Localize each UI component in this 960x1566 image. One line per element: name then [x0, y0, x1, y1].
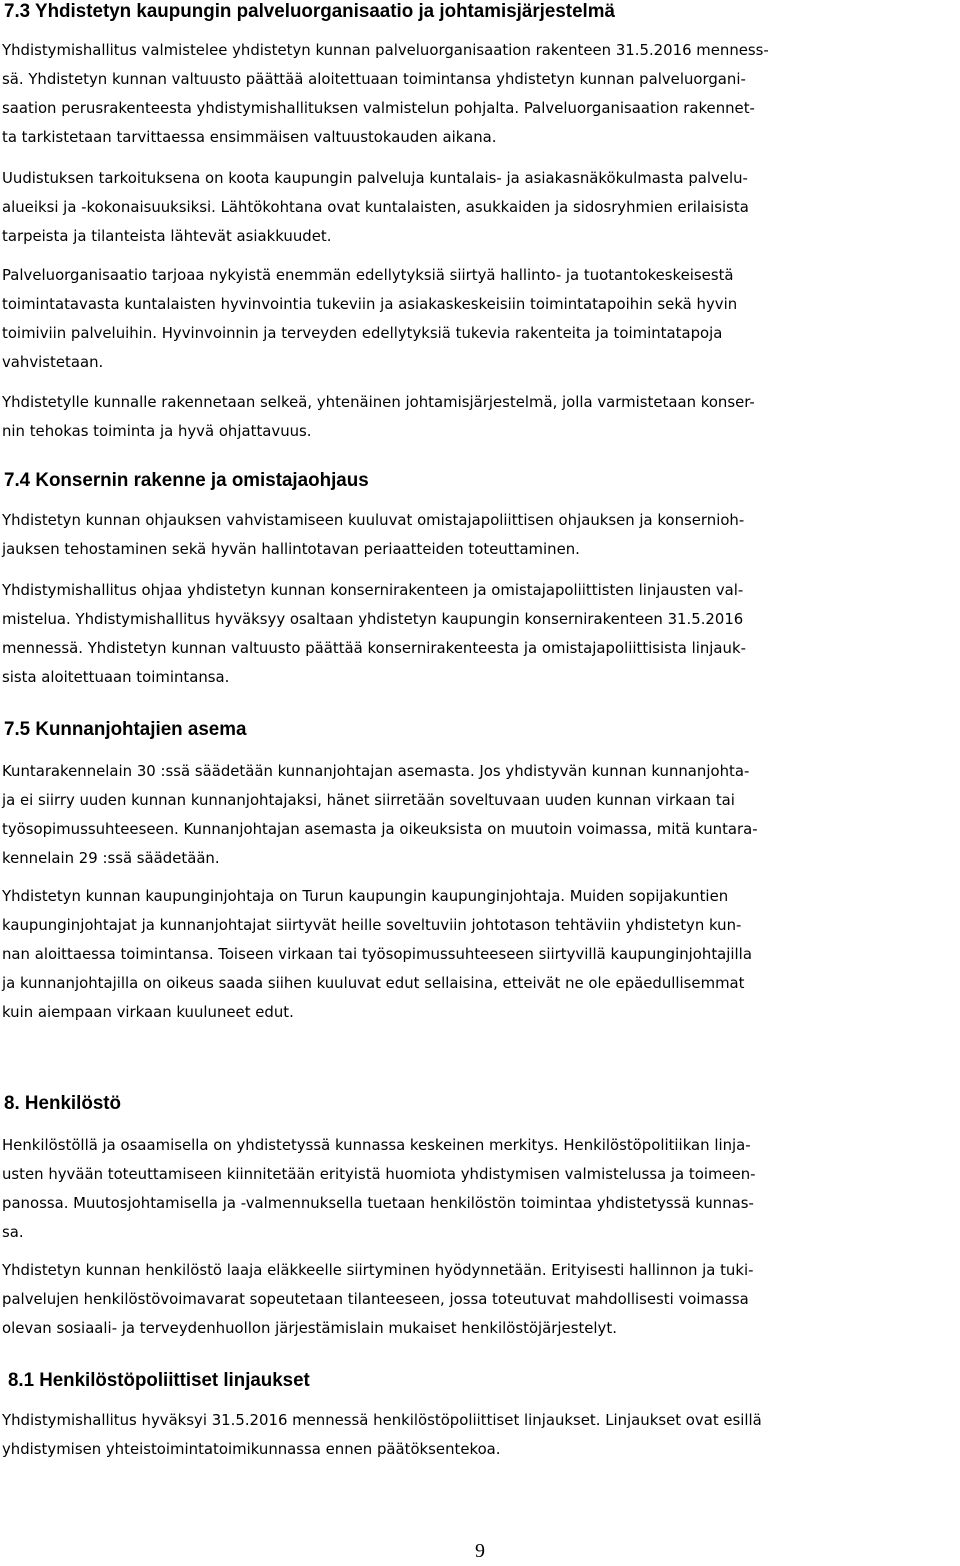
paragraph-municipal-manager-law [2, 757, 960, 873]
section-heading-7-3 [4, 0, 954, 24]
text-line: toimiviin palveluihin. Hyvinvoinnin ja terveyden edellytyksiä tukevia rakenteita ja toimintatapoja [2, 324, 723, 342]
text-line: ja kunnanjohtajilla on oikeus saada siihen kuuluvat edut sellaisina, etteivät ne ole epäedullisemmat [2, 974, 745, 992]
text-line: Palveluorganisaatio tarjoaa nykyistä enemmän edellytyksiä siirtyä hallinto- ja tuotantokeskeisestä [2, 266, 734, 284]
text-line: sista aloitettuaan toimintansa. [2, 668, 230, 686]
text-line: usten hyvään toteuttamiseen kiinnitetään erityistä huomiota yhdistymisen valmistelussa ja toimeen- [2, 1165, 756, 1183]
text-line: tarpeista ja tilanteista lähtevät asiakkuudet. [2, 227, 332, 245]
paragraph-retirement [2, 1256, 960, 1343]
section-heading-8-1 [8, 1369, 954, 1393]
text-line: Yhdistetyn kunnan henkilöstö laaja eläkkeelle siirtyminen hyödynnetään. Erityisesti hallinnon ja tuki- [2, 1261, 754, 1279]
text-line: Yhdistymishallitus ohjaa yhdistetyn kunnan konsernirakenteen ja omistajapoliittisten linjausten val- [2, 581, 744, 599]
text-line: vahvistetaan. [2, 353, 104, 371]
paragraph-group-structure [2, 576, 960, 692]
text-line: jauksen tehostaminen sekä hyvän hallintotavan periaatteiden toteuttaminen. [2, 540, 580, 558]
text-line: Yhdistetyn kunnan kaupunginjohtaja on Turun kaupungin kaupunginjohtaja. Muiden sopijakuntien [2, 887, 729, 905]
text-line: alueiksi ja -kokonaisuuksiksi. Lähtökohtana ovat kuntalaisten, asukkaiden ja sidosryhmien erilaisista [2, 198, 749, 216]
section-title: Yhdistetyn kaupungin palveluorganisaatio ja johtamisjärjestelmä [30, 1, 615, 22]
section-title: Henkilöstö [19, 1093, 122, 1114]
text-line: Yhdistetyn kunnan ohjauksen vahvistamiseen kuuluvat omistajapoliittisen ohjauksen ja konsernioh- [2, 511, 745, 529]
text-line: Uudistuksen tarkoituksena on koota kaupungin palveluja kuntalais- ja asiakasnäkökulmasta palvelu- [2, 169, 748, 187]
text-line: nan aloittaessa toimintansa. Toiseen virkaan tai työsopimussuhteeseen siirtyvillä kaupunginjohtajilla [2, 945, 752, 963]
paragraph-organisation [2, 36, 960, 152]
paragraph-personnel-policy [2, 1406, 960, 1464]
text-line: nin tehokas toiminta ja hyvä ohjattavuus. [2, 422, 312, 440]
text-line: kennelain 29 :ssä säädetään. [2, 849, 220, 867]
section-title: Henkilöstöpoliittiset linjaukset [34, 1370, 310, 1391]
paragraph-service-organisation [2, 261, 960, 377]
section-number: 7.5 [4, 719, 31, 740]
section-number: 8.1 [8, 1370, 35, 1391]
page-number: 9 [475, 1540, 485, 1562]
paragraph-personnel-importance [2, 1131, 960, 1247]
text-line: ta tarkistetaan tarvittaessa ensimmäisen valtuustokauden aikana. [2, 128, 497, 146]
paragraph-reform-purpose [2, 164, 960, 251]
section-number: 7.4 [4, 470, 31, 491]
section-title: Kunnanjohtajien asema [30, 719, 247, 740]
text-line: olevan sosiaali- ja terveydenhuollon järjestämislain mukaiset henkilöstöjärjestelyt. [2, 1319, 617, 1337]
text-line: mistelua. Yhdistymishallitus hyväksyy osaltaan yhdistetyn kaupungin konsernirakenteen 31.5.2016 [2, 610, 744, 628]
section-number: 7.3 [4, 1, 31, 22]
section-heading-8 [4, 1092, 954, 1116]
paragraph-management-system [2, 388, 960, 446]
text-line: kaupunginjohtajat ja kunnanjohtajat siirtyvät heille soveltuviin johtotason tehtäviin yhdistetyn kun- [2, 916, 742, 934]
section-title: Konsernin rakenne ja omistajaohjaus [30, 470, 369, 491]
text-line: ja ei siirry uuden kunnan kunnanjohtajaksi, hänet siirretään soveltuvaan uuden kunnan virkaan tai [2, 791, 735, 809]
text-line: sa. [2, 1223, 24, 1241]
text-line: Yhdistymishallitus hyväksyi 31.5.2016 mennessä henkilöstöpoliittiset linjaukset. Linjaukset ovat esillä [2, 1411, 762, 1429]
section-number: 8. [4, 1093, 20, 1114]
text-line: Yhdistetylle kunnalle rakennetaan selkeä, yhtenäinen johtamisjärjestelmä, jolla varmistetaan konser- [2, 393, 755, 411]
text-line: kuin aiempaan virkaan kuuluneet edut. [2, 1003, 294, 1021]
paragraph-ownership-steering [2, 506, 960, 564]
text-line: saation perusrakenteesta yhdistymishallituksen valmistelun pohjalta. Palveluorganisaation rakennet- [2, 99, 755, 117]
text-line: mennessä. Yhdistetyn kunnan valtuusto päättää konsernirakenteesta ja omistajapoliittisista linjauk- [2, 639, 746, 657]
text-line: Yhdistymishallitus valmistelee yhdistetyn kunnan palveluorganisaation rakenteen 31.5.2016 menness- [2, 41, 769, 59]
paragraph-city-manager [2, 882, 960, 1027]
text-line: toimintatavasta kuntalaisten hyvinvointia tukeviin ja asiakaskeskeisiin toimintatapoihin sekä hyvin [2, 295, 738, 313]
text-line: Kuntarakennelain 30 :ssä säädetään kunnanjohtajan asemasta. Jos yhdistyvän kunnan kunnanjohta- [2, 762, 750, 780]
text-line: panossa. Muutosjohtamisella ja -valmennuksella tuetaan henkilöstön toimintaa yhdistetyssä kunnas- [2, 1194, 754, 1212]
section-heading-7-5 [4, 718, 954, 742]
text-line: sä. Yhdistetyn kunnan valtuusto päättää aloitettuaan toimintansa yhdistetyn kunnan palveluorgani- [2, 70, 746, 88]
text-line: Henkilöstöllä ja osaamisella on yhdistetyssä kunnassa keskeinen merkitys. Henkilöstöpolitiikan linja- [2, 1136, 751, 1154]
section-heading-7-4 [4, 469, 954, 493]
text-line: yhdistymisen yhteistoimintatoimikunnassa ennen päätöksentekoa. [2, 1440, 501, 1458]
text-line: työsopimussuhteeseen. Kunnanjohtajan asemasta ja oikeuksista on muutoin voimassa, mitä kuntara- [2, 820, 758, 838]
text-line: palvelujen henkilöstövoimavarat sopeutetaan tilanteeseen, jossa toteutuvat mahdollisesti voimassa [2, 1290, 749, 1308]
